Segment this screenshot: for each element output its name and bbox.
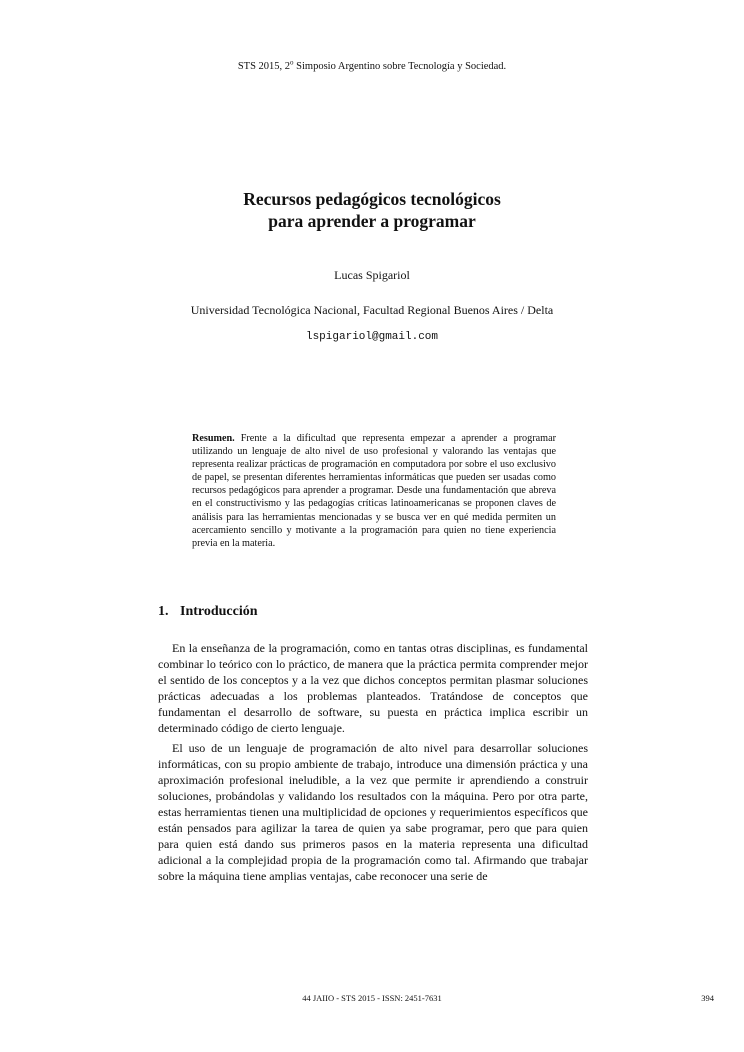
paper-title-line-1: Recursos pedagógicos tecnológicos (243, 189, 501, 209)
abstract-text: Frente a la dificultad que representa empezar a aprender a programar utilizando un lenguaje de alto nivel de uso profesional y valorando las ventajas que representa realizar prácticas de programación en computadora por sobre el uso exclusivo de papel, se presentan diferentes herramientas informáticas que pueden ser usadas como recursos pedagógicos para aprender a programar. Desde una fundamentación que abreva en el constructivismo y las pedagogías críticas latinoamericanas se proponen claves de análisis para las herramientas mencionadas y se busca ver en qué medida permiten un acercamiento sencillo y motivante a la programación para quien no tiene experiencia previa en la materia. (192, 433, 556, 549)
page-footer: 44 JAIIO - STS 2015 - ISSN: 2451-7631 (302, 993, 442, 1003)
body-paragraph-1: En la enseñanza de la programación, como en tantas otras disciplinas, es fundamental combinar lo teórico con lo práctico, de manera que la práctica permita comprender mejor el sentido de los conceptos y a la vez que dichos conceptos permitan plasmar soluciones prácticas adecuadas a los problemas planteados. Tratándose de conceptos que fundamentan el desarrollo de software, su puesta en práctica implica escribir un determinado código de cierto lenguaje. (158, 641, 588, 736)
author-email: lspigariol@gmail.com (305, 331, 439, 343)
abstract (192, 432, 556, 550)
page-number: 394 (701, 993, 714, 1003)
author-name: Lucas Spigariol (334, 268, 410, 282)
paper-title (0, 188, 744, 232)
author-affiliation: Universidad Tecnológica Nacional, Facultad Regional Buenos Aires / Delta (190, 303, 554, 317)
section-heading-introduction (158, 604, 258, 620)
running-header (0, 58, 744, 72)
running-header-ordinal: o (290, 58, 294, 67)
section-number: 1. (158, 604, 169, 619)
running-header-prefix: STS 2015, 2 (237, 61, 291, 72)
section-body (158, 640, 588, 887)
running-header-suffix: Simposio Argentino sobre Tecnología y Sociedad. (293, 61, 507, 72)
section-title: Introducción (180, 604, 258, 619)
abstract-label: Resumen. (192, 433, 235, 444)
paper-title-line-2: para aprender a programar (268, 211, 476, 231)
body-paragraph-2: El uso de un lenguaje de programación de alto nivel para desarrollar soluciones informáticas, con su propio ambiente de trabajo, introduce una dimensión práctica y una aproximación profesional ineludible, a la vez que permite ir aprendiendo a construir soluciones, probándolas y validando los resultados con la máquina. Pero por otra parte, estas herramientas tienen una multiplicidad de opciones y requerimientos específicos que están pensados para agilizar la tarea de quien ya sabe programar, pero que para quien para quien está dando sus primeros pasos en la materia representa una dificultad adicional a la complejidad propia de la programación como tal. Afirmando que trabajar sobre la máquina tiene amplias ventajas, cabe reconocer una serie de (158, 740, 588, 884)
